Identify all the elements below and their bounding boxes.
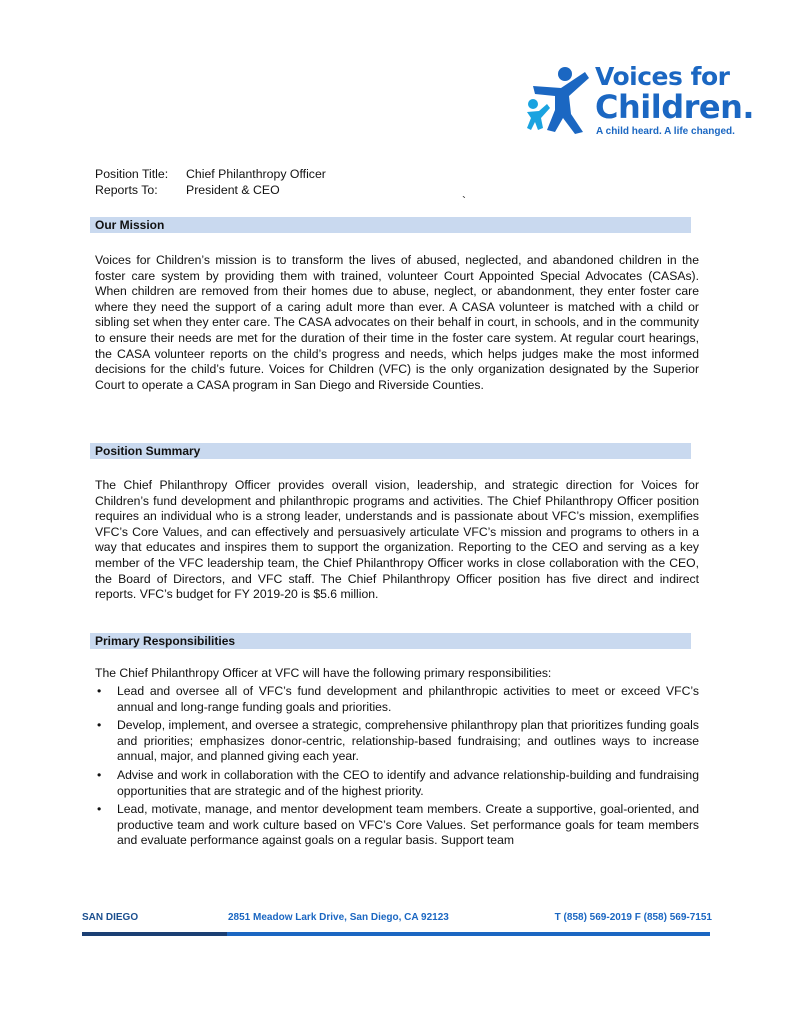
- bullet-icon: •: [97, 802, 102, 817]
- responsibilities-intro: The Chief Philanthropy Officer at VFC will have the following primary responsibilities:: [95, 666, 552, 680]
- list-item: [95, 802, 699, 849]
- footer-rule-light: [227, 932, 710, 936]
- responsibilities-list: [95, 684, 699, 852]
- list-item-text: Lead and oversee all of VFC’s fund development and philanthropic activities to meet or exceed VFC’s annual and long-range funding goals and priorities.: [117, 684, 699, 714]
- section-header-summary: Position Summary: [90, 443, 691, 459]
- position-title-value: Chief Philanthropy Officer: [186, 167, 326, 181]
- list-item: [95, 768, 699, 799]
- section-header-mission: Our Mission: [90, 217, 691, 233]
- list-item: [95, 718, 699, 765]
- list-item-text: Advise and work in collaboration with the CEO to identify and advance relationship-building and fundraising opportunities that are strategic and of the highest priority.: [117, 767, 699, 798]
- footer-phone: T (858) 569-2019 F (858) 569-7151: [554, 912, 712, 923]
- vfc-logo: [525, 58, 755, 138]
- summary-paragraph: The Chief Philanthropy Officer provides overall vision, leadership, and strategic direction for Voices for Children’s fund development and philanthropic programs and activities. The Chief Philanthropy Officer position requires an individual who is a strong leader, understands and is passionate about VFC’s mission, exemplifies VFC’s Core Values, and can effectively and persuasively articulate VFC’s mission and programs to others in a way that educates and inspires them to support the organization. Reporting to the CEO and serving as a key member of the VFC leadership team, the Chief Philanthropy Officer works in close collaboration with the CEO, the Board of Directors, and VFC staff. The Chief Philanthropy Officer position has five direct and indirect reports. VFC’s budget for FY 2019-20 is $5.6 million.: [95, 478, 699, 602]
- mission-paragraph: Voices for Children’s mission is to transform the lives of abused, neglected, and abandoned children in the foster care system by providing them with trained, volunteer Court Appointed Special Advocates (CASAs). When children are removed from their homes due to abuse, neglect, or abandonment, they enter foster care where they need the support of a caring adult more than ever. A CASA volunteer is matched with a child or sibling set when they enter care. The CASA advocates on their behalf in court, in schools, and in the community to ensure their needs are met for the duration of their time in the foster care system. At regular court hearings, the CASA volunteer reports on the child’s progress and needs, which helps judges make the most informed decisions for the child’s future. Voices for Children (VFC) is the only organization designated by the Superior Court to operate a CASA program in San Diego and Riverside Counties.: [95, 253, 699, 392]
- bullet-icon: •: [97, 767, 102, 782]
- position-meta: [95, 166, 326, 198]
- reports-to-value: President & CEO: [186, 183, 280, 197]
- logo-text-line1: Voices for: [595, 62, 730, 91]
- logo-tagline: A child heard. A life changed.: [596, 126, 735, 137]
- list-item-text: Develop, implement, and oversee a strategic, comprehensive philanthropy plan that prioritizes funding goals and priorities; emphasizes donor-centric, relationship-based fundraising; and outlines ways to increase annual, major, and planned giving each year.: [117, 718, 699, 764]
- position-title-row: [95, 166, 326, 182]
- position-title-label: Position Title:: [95, 167, 169, 181]
- bullet-icon: •: [97, 718, 102, 733]
- stray-backtick: `: [462, 194, 466, 208]
- logo-text-line2: Children.: [595, 88, 755, 126]
- footer-address: 2851 Meadow Lark Drive, San Diego, CA 92123: [228, 912, 449, 923]
- adult-and-child-figures-icon: [525, 66, 595, 136]
- reports-to-row: [95, 182, 326, 198]
- section-header-responsibilities: Primary Responsibilities: [90, 633, 691, 649]
- list-item-text: Lead, motivate, manage, and mentor development team members. Create a supportive, goal-oriented, and productive team and work culture based on VFC’s Core Values. Set performance goals for team members and evaluate performance against goals on a regular basis. Support team: [117, 802, 699, 848]
- bullet-icon: •: [97, 684, 102, 698]
- footer-rule-dark: [82, 932, 227, 936]
- reports-to-label: Reports To:: [95, 183, 158, 197]
- footer-city: SAN DIEGO: [82, 912, 139, 923]
- list-item: [95, 684, 699, 715]
